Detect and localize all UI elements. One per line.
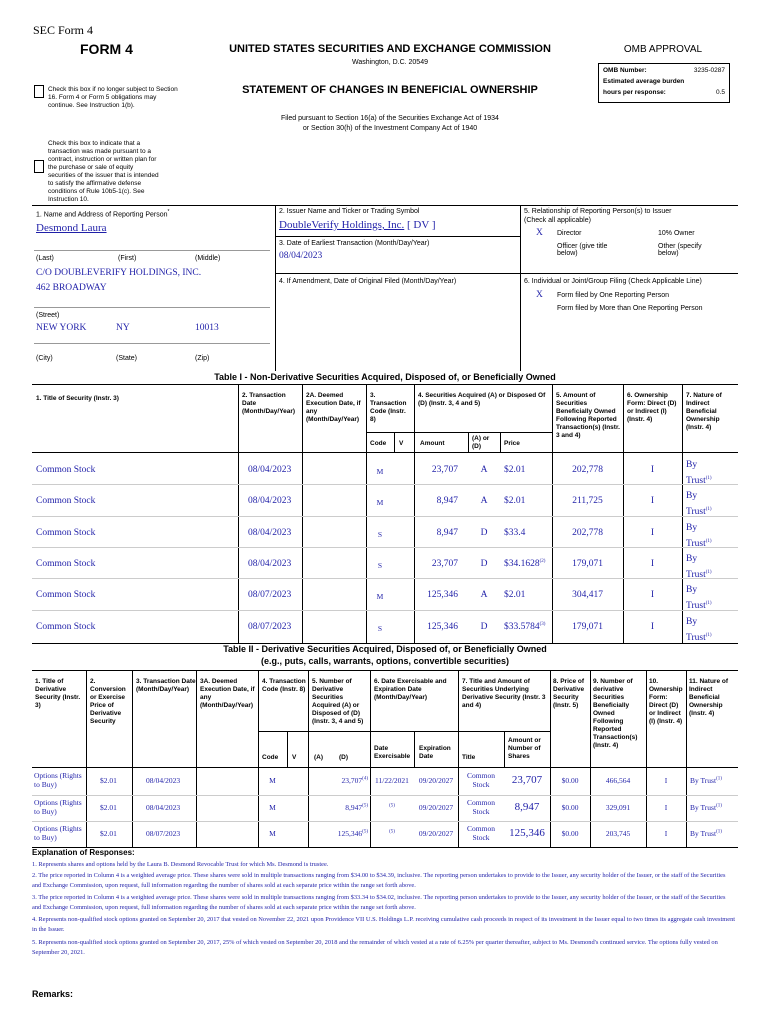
t2-p8-cell: $0.00 (561, 829, 579, 838)
footnote-ref: (1) (716, 803, 722, 809)
t1-amount-cell: 23,707 (431, 465, 458, 475)
t2-exercisable-cell (370, 803, 414, 812)
t2-owned-cell: 329,091 (605, 803, 631, 812)
t1-amount-cell: 8,947 (436, 496, 458, 506)
footnote-ref: (1) (705, 507, 712, 512)
t1-ad-cell: A (480, 496, 488, 506)
t1-price-cell: $2.01 (504, 465, 526, 475)
t1-aord: (A) or (D) (472, 435, 490, 450)
t2-h2: 2. Conversion or Exercise Price of Derivative Security (90, 678, 126, 725)
omb-number-value: 3235-0287 (693, 67, 725, 74)
t2-exercisable-cell (370, 829, 414, 838)
t1-amount-cell: 23,707 (431, 559, 458, 569)
address-line-1: C/O DOUBLEVERIFY HOLDINGS, INC. (36, 268, 202, 278)
t2-expiration-cell: 09/20/2027 (418, 803, 454, 812)
address-line-2: 462 BROADWAY (36, 283, 107, 293)
director-label: Director (557, 230, 582, 237)
city-value: NEW YORK (36, 323, 87, 333)
t2-h1: 1. Title of Derivative Security (Instr. 3) (35, 678, 81, 709)
earliest-transaction-date: 08/04/2023 (279, 251, 323, 261)
t2-code-cell: M (269, 776, 276, 785)
t1-code-cell: M (376, 467, 384, 476)
last-label: (Last) (36, 255, 54, 262)
row-divider (32, 516, 738, 517)
omb-burden-label-2: hours per response: (603, 89, 666, 96)
row-divider (32, 484, 738, 485)
t2-nature-cell: By Trust$^{(1)}$ (690, 803, 722, 812)
table2-subtitle: (e.g., puts, calls, warrants, options, convertible securities) (260, 656, 510, 666)
t2-sec-title-cell: Common Stock (467, 798, 495, 816)
t1-form-cell: I (650, 622, 655, 632)
zip-label: (Zip) (195, 355, 210, 362)
t1-title-cell: Common Stock (36, 496, 96, 506)
one-person-check[interactable]: X (536, 290, 543, 300)
t2-exp: Expiration Date (419, 745, 451, 760)
t2-date-ex: Date Exercisable (374, 745, 411, 760)
row-divider (32, 610, 738, 611)
filed-pursuant-2: or Section 30(h) of the Investment Company Act of 1940 (302, 125, 478, 132)
footnote-ref: (2) (539, 559, 546, 564)
first-label: (First) (118, 255, 137, 262)
t1-date-cell: 08/04/2023 (248, 465, 292, 475)
t1-amount-cell: 125,346 (427, 590, 458, 600)
t2-owned-cell: 466,564 (605, 776, 631, 785)
t1-title-cell: Common Stock (36, 590, 96, 600)
t2-form-cell: I (664, 829, 668, 838)
t2-v: V (292, 754, 297, 761)
filed-pursuant-1: Filed pursuant to Section 16(a) of the Securities Exchange Act of 1934 (281, 115, 499, 122)
footnote-ref: (1) (705, 539, 712, 544)
t1-nature-cell: By Trust$^{(1)}$ (686, 585, 712, 612)
t2-date-cell: 08/04/2023 (146, 803, 181, 812)
t2-shares-cell: 8,947 (514, 801, 540, 813)
footnote-ref: (1) (716, 776, 722, 782)
t2-date-cell: 08/04/2023 (146, 776, 181, 785)
footnote-ref: (1) (705, 570, 712, 575)
t1-h2: 2. Transaction Date (Month/Day/Year) (242, 392, 296, 415)
t1-price-cell: $2.01 (504, 496, 526, 506)
explanation-title: Explanation of Responses: (32, 848, 135, 857)
zip-value: 10013 (195, 323, 219, 333)
form-title: FORM 4 (80, 41, 133, 57)
agency-location: Washington, D.C. 20549 (351, 59, 428, 66)
t1-h3: 3. Transaction Code (Instr. 8) (370, 392, 407, 423)
footnote-ref: (5) (389, 803, 395, 809)
t1-code-cell: S (377, 624, 383, 633)
t2-h10: 10. Ownership Form: Direct (D) or Indirect (I) (Instr. 4) (649, 678, 683, 725)
t1-price-cell: $33.5784$^{(3)}$ (504, 622, 546, 633)
t1-owned-cell: 202,778 (572, 528, 603, 538)
agency-name: UNITED STATES SECURITIES AND EXCHANGE COMMISSION (229, 43, 551, 55)
t1-ad-cell: A (480, 590, 488, 600)
t2-a: (A) (314, 754, 324, 761)
footnote-ref: (5) (362, 803, 368, 809)
t2-code-cell: M (269, 803, 276, 812)
t1-date-cell: 08/04/2023 (248, 528, 292, 538)
t1-code-cell: S (377, 561, 383, 570)
t1-title-cell: Common Stock (36, 528, 96, 538)
omb-title: OMB APPROVAL (623, 44, 703, 55)
t2-expiration-cell: 09/20/2027 (418, 829, 454, 838)
t2-exercisable-cell: 11/22/2021 (375, 776, 409, 785)
t2-sec-title-cell: Common Stock (467, 824, 495, 842)
remarks-label: Remarks: (32, 989, 74, 999)
row-divider (32, 795, 738, 796)
t1-date-cell: 08/07/2023 (248, 590, 292, 600)
t2-owned-cell: 203,745 (605, 829, 631, 838)
t1-form-cell: I (650, 528, 655, 538)
explanation-note: 3. The price reported in Column 4 is a weighted average price. These shares were sold in multiple transactions ranging from $33.34 to $34.02, inclusive. The reporting person undertakes to provide to the Issuer, any security holder of the Issuer, or the staff of the Securities and Exchange Commission, upon request, full information regarding the number of shares sold at each separate price within the range set forth above. (32, 894, 726, 911)
omb-number-label: OMB Number: (603, 67, 647, 74)
t2-h11: 11. Nature of Indirect Beneficial Ownership (Instr. 4) (689, 678, 729, 717)
t1-owned-cell: 304,417 (572, 590, 603, 600)
more-persons-label: Form filed by More than One Reporting Person (557, 305, 703, 312)
t1-h2a: 2A. Deemed Execution Date, if any (Month/Day/Year) (306, 392, 361, 423)
section16-text: Check this box if no longer subject to Section 16. Form 4 or Form 5 obligations may continue. See Instruction 1(b). (48, 86, 178, 109)
t1-nature-cell: By Trust$^{(1)}$ (686, 460, 712, 487)
t1-nature-cell: By Trust$^{(1)}$ (686, 523, 712, 550)
box5-label-2: (Check all applicable) (524, 217, 591, 224)
t1-v: V (399, 440, 404, 447)
t1-amount: Amount (420, 440, 445, 447)
box5-label: 5. Relationship of Reporting Person(s) to Issuer (524, 208, 672, 215)
t1-nature-cell: By Trust$^{(1)}$ (686, 491, 712, 518)
t1-price: Price (504, 440, 520, 447)
t2-form-cell: I (664, 776, 668, 785)
state-value: NY (116, 323, 130, 333)
t1-ad-cell: D (480, 559, 488, 569)
t2-price-cell: $2.01 (100, 803, 117, 812)
t1-form-cell: I (650, 590, 655, 600)
t2-amount-shares: Amount or Number of Shares (508, 737, 541, 760)
t2-shares-cell: 23,707 (511, 774, 543, 786)
t1-ad-cell: D (480, 622, 488, 632)
t1-h5: 5. Amount of Securities Beneficially Owned Following Reported Transaction(s) (Instr. 3 and 4) (556, 392, 620, 439)
footnote-ref: (1) (705, 601, 712, 606)
row-divider (32, 821, 738, 822)
t1-date-cell: 08/04/2023 (248, 559, 292, 569)
omb-box (598, 63, 730, 103)
t1-owned-cell: 179,071 (572, 559, 603, 569)
statement-title: STATEMENT OF CHANGES IN BENEFICIAL OWNERSHIP (242, 84, 538, 96)
t1-nature-cell: By Trust$^{(1)}$ (686, 617, 712, 644)
middle-label: (Middle) (195, 255, 221, 262)
t2-date-cell: 08/07/2023 (146, 829, 181, 838)
street-label: (Street) (36, 312, 60, 319)
t1-owned-cell: 211,725 (572, 496, 603, 506)
t1-ad-cell: D (480, 528, 488, 538)
footnote-ref: (4) (362, 776, 368, 782)
t1-price-cell: $34.1628$^{(2)}$ (504, 559, 546, 570)
t2-h5: 5. Number of Derivative Securities Acquired (A) or Disposed of (D) (Instr. 3, 4 and 5) (312, 678, 364, 725)
t2-title: Title (462, 754, 476, 761)
t1-amount-cell: 125,346 (427, 622, 458, 632)
one-person-label: Form filed by One Reporting Person (557, 292, 670, 299)
footnote-ref: (5) (362, 829, 368, 835)
box6-label: 6. Individual or Joint/Group Filing (Check Applicable Line) (524, 278, 702, 285)
rule10b5-checkbox[interactable] (34, 160, 44, 173)
t2-title-cell: Options (Rights to Buy) (34, 771, 82, 789)
t2-d-cell: 125,346$^{(5)}$ (337, 829, 368, 838)
t2-h3a: 3A. Deemed Execution Date, if any (Month/Day/Year) (200, 678, 255, 709)
t2-sec-title-cell: Common Stock (467, 771, 495, 789)
t2-d: (D) (339, 754, 349, 761)
t2-title-cell: Options (Rights to Buy) (34, 798, 82, 816)
explanation-note: 4. Represents non-qualified stock options granted on September 20, 2017 that vested on November 22, 2021 upon Providence VII U.S. Holdings L.P. receiving cumulative cash proceeds in respect of its investment in the Issuer equal to two times its aggregate cash investment in the Issuer. (32, 916, 736, 933)
t2-nature-cell: By Trust$^{(1)}$ (690, 776, 722, 785)
t1-amount-cell: 8,947 (436, 528, 458, 538)
omb-burden-value: 0.5 (715, 89, 725, 96)
table1-title: Table I - Non-Derivative Securities Acquired, Disposed of, or Beneficially Owned (214, 372, 556, 382)
t2-code-cell: M (269, 829, 276, 838)
t2-h3: 3. Transaction Date (Month/Day/Year) (136, 678, 196, 693)
footnote-ref: (3) (539, 622, 546, 627)
box3-label: 3. Date of Earliest Transaction (Month/Day/Year) (279, 240, 430, 247)
t1-h7: 7. Nature of Indirect Beneficial Ownership (Instr. 4) (686, 392, 722, 431)
row-divider (32, 547, 738, 548)
t2-p8-cell: $0.00 (561, 776, 579, 785)
t1-nature-cell: By Trust$^{(1)}$ (686, 554, 712, 581)
footnote-ref: (1) (705, 633, 712, 638)
t1-form-cell: I (650, 496, 655, 506)
t2-p8-cell: $0.00 (561, 803, 579, 812)
reporting-person-name[interactable]: Desmond Laura (36, 222, 107, 234)
t1-code-cell: S (377, 530, 383, 539)
t1-title-cell: Common Stock (36, 559, 96, 569)
t1-title-cell: Common Stock (36, 465, 96, 475)
t1-form-cell: I (650, 559, 655, 569)
explanation-note: 2. The price reported in Column 4 is a weighted average price. These shares were sold in multiple transactions ranging from $34.00 to $34.39, inclusive. The reporting person undertakes to provide to the Issuer, any security holder of the Issuer, or the staff of the Securities and Exchange Commission, upon request, full information regarding the number of shares sold at each separate price within the range set forth above. (32, 872, 726, 889)
t2-d-cell: 23,707$^{(4)}$ (341, 776, 368, 785)
explanation-note: 1. Represents shares and options held by the Laura B. Desmond Revocable Trust for which Ms. Desmond is trustee. (32, 861, 329, 868)
t2-h4: 4. Transaction Code (Instr. 8) (262, 678, 306, 693)
issuer-name[interactable]: DoubleVerify Holdings, Inc. [ DV ] (279, 219, 436, 231)
t2-price-cell: $2.01 (100, 829, 117, 838)
t2-h7: 7. Title and Amount of Securities Underlying Derivative Security (Instr. 3 and 4) (462, 678, 546, 709)
footnote-ref: (1) (716, 829, 722, 835)
explanation-note: 5. Represents non-qualified stock options granted on September 20, 2017, 25% of which vested on September 20, 2018 and the remainder of which vested at a rate of 6.25% per quarter thereafter, subject to Ms. Desmond's continued service. The options fully vested on September 20, 2021. (32, 939, 718, 956)
t1-price-cell: $33.4 (504, 528, 526, 538)
table2-title: Table II - Derivative Securities Acquired, Disposed of, or Beneficially Owned (223, 644, 547, 654)
t1-date-cell: 08/04/2023 (248, 496, 292, 506)
section16-checkbox[interactable] (34, 85, 44, 98)
rule10b5-text: Check this box to indicate that a transaction was made pursuant to a contract, instruction or written plan for the purchase or sale of equity securities of the issuer that is intended to satisfy the affirmative defense conditions of Rule 10b5-1(c). See Instruction 10. (48, 140, 159, 203)
t2-shares-cell: 125,346 (509, 827, 545, 839)
t1-date-cell: 08/07/2023 (248, 622, 292, 632)
t2-price-cell: $2.01 (100, 776, 117, 785)
t2-h9: 9. Number of derivative Securities Beneficially Owned Following Reported Transaction(s) (Instr. 4) (593, 678, 638, 749)
t1-owned-cell: 202,778 (572, 465, 603, 475)
t1-title-cell: Common Stock (36, 622, 96, 632)
t1-h4: 4. Securities Acquired (A) or Disposed Of (D) (Instr. 3, 4 and 5) (418, 392, 546, 407)
footnote-ref: (5) (389, 829, 395, 835)
city-label: (City) (36, 355, 53, 362)
box4-label: 4. If Amendment, Date of Original Filed (Month/Day/Year) (279, 278, 457, 285)
t2-code: Code (262, 754, 279, 761)
t1-form-cell: I (650, 465, 655, 475)
state-label: (State) (116, 355, 138, 362)
omb-burden-label-1: Estimated average burden (603, 78, 685, 85)
form-label: SEC Form 4 (33, 23, 94, 37)
officer-label: Officer (give title below) (557, 243, 608, 257)
row-divider (32, 578, 738, 579)
t1-h1: 1. Title of Security (Instr. 3) (36, 395, 119, 402)
footnote-ref: (1) (705, 476, 712, 481)
t2-form-cell: I (664, 803, 668, 812)
t2-h6: 6. Date Exercisable and Expiration Date (Month/Day/Year) (374, 678, 447, 701)
t1-h6: 6. Ownership Form: Direct (D) or Indirect (I) (Instr. 4) (627, 392, 677, 423)
t2-expiration-cell: 09/20/2027 (418, 776, 454, 785)
t2-title-cell: Options (Rights to Buy) (34, 824, 82, 842)
t2-h8: 8. Price of Derivative Security (Instr. 5) (553, 678, 585, 709)
other-label: Other (specify below) (658, 243, 702, 257)
t2-nature-cell: By Trust$^{(1)}$ (690, 829, 722, 838)
t1-code-cell: M (376, 592, 384, 601)
box2-label: 2. Issuer Name and Ticker or Trading Symbol (279, 208, 420, 215)
t2-d-cell: 8,947$^{(5)}$ (345, 803, 368, 812)
director-check[interactable]: X (536, 228, 543, 238)
t1-price-cell: $2.01 (504, 590, 526, 600)
t1-code-cell: M (376, 498, 384, 507)
ten-pct-label: 10% Owner (658, 230, 695, 237)
box1-label: 1. Name and Address of Reporting Person* (36, 209, 170, 219)
t1-code: Code (370, 440, 387, 447)
t1-ad-cell: A (480, 465, 488, 475)
t1-owned-cell: 179,071 (572, 622, 603, 632)
